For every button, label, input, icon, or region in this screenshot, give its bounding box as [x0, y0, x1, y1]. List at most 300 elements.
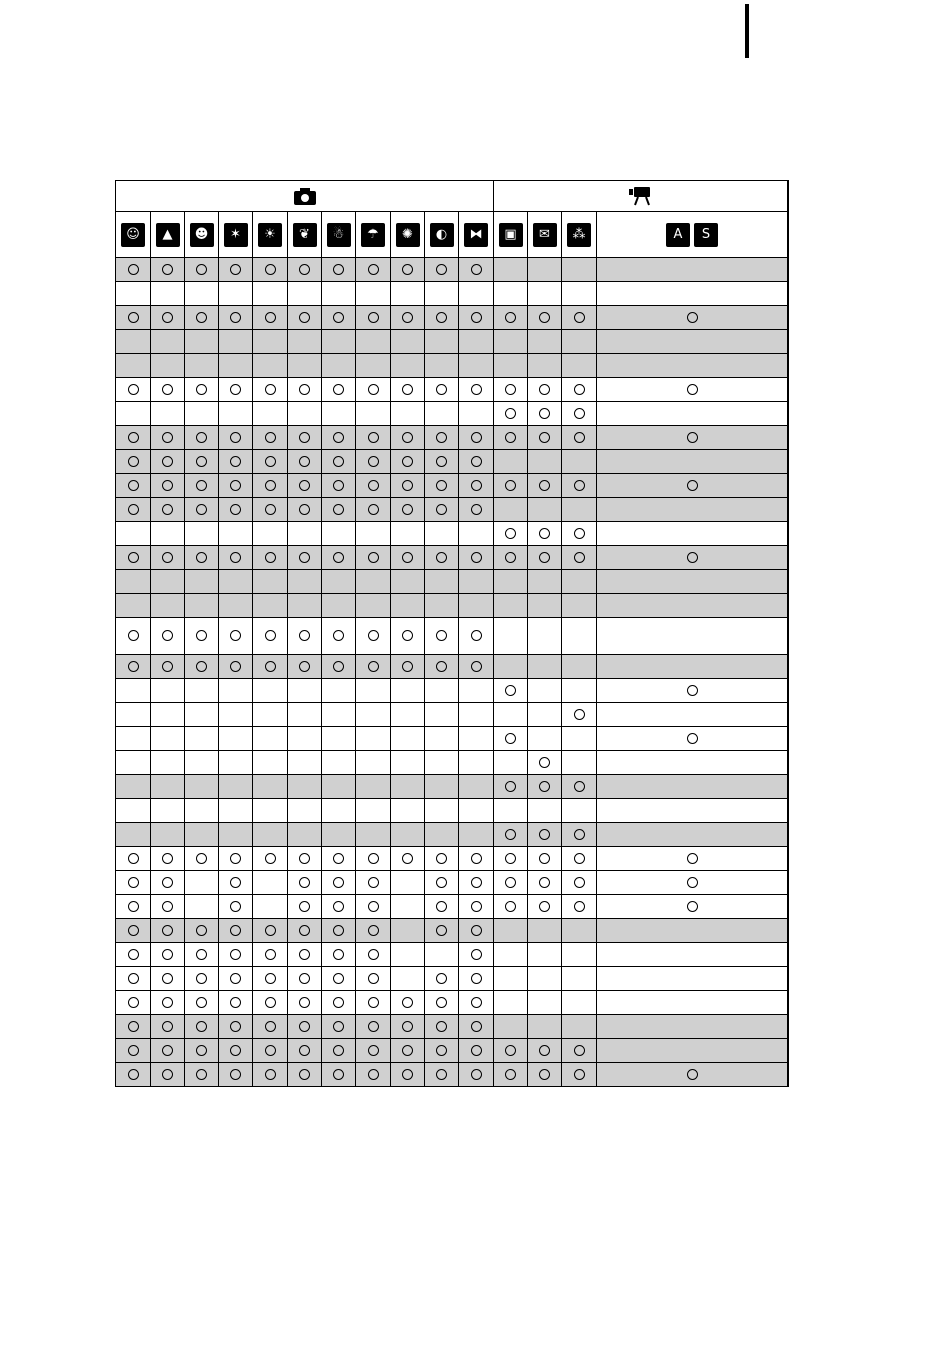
- mode-cell: [597, 703, 788, 727]
- mode-header-cell: [253, 212, 288, 258]
- availability-mark: [539, 432, 550, 443]
- mode-cell: [391, 354, 425, 378]
- mode-cell: [219, 282, 253, 306]
- mode-cell: [391, 823, 425, 847]
- availability-mark: [368, 312, 379, 323]
- availability-mark: [687, 853, 698, 864]
- mode-cell: [459, 450, 494, 474]
- mode-cell: [356, 871, 391, 895]
- mode-cell: [425, 871, 459, 895]
- availability-mark: [162, 630, 173, 641]
- foliage-icon: ❦: [293, 223, 317, 247]
- mode-cell: [597, 799, 788, 823]
- mode-header-cell: [219, 212, 253, 258]
- row-description-cell: [788, 546, 789, 618]
- mode-cell: [356, 594, 391, 618]
- mode-cell: [425, 522, 459, 546]
- availability-mark: [299, 312, 310, 323]
- mode-cell: [253, 306, 288, 330]
- mode-cell: [322, 426, 356, 450]
- mode-cell: [356, 282, 391, 306]
- mode-cell: [597, 943, 788, 967]
- mode-cell: [151, 1063, 185, 1087]
- availability-mark: [539, 781, 550, 792]
- mode-cell: [253, 1039, 288, 1063]
- mode-cell: [562, 378, 597, 402]
- mode-cell: [459, 823, 494, 847]
- table-row: [116, 450, 789, 474]
- mode-cell: [322, 751, 356, 775]
- availability-mark: [574, 1069, 585, 1080]
- mode-cell: [528, 799, 562, 823]
- mode-cell: [562, 618, 597, 655]
- availability-mark: [333, 312, 344, 323]
- mode-cell: [597, 450, 788, 474]
- mode-cell: [253, 450, 288, 474]
- mode-cell: [288, 751, 322, 775]
- availability-mark: [128, 877, 139, 888]
- mode-cell: [253, 727, 288, 751]
- availability-mark: [299, 1069, 310, 1080]
- mode-cell: [322, 847, 356, 871]
- mode-cell: [219, 775, 253, 799]
- mode-cell: [528, 426, 562, 450]
- table-row: [116, 354, 789, 378]
- mode-cell: [116, 306, 151, 330]
- row-description-cell: [788, 775, 789, 799]
- mode-cell: [562, 402, 597, 426]
- mode-cell: [494, 498, 528, 522]
- mode-header-cell: [562, 212, 597, 258]
- mode-cell: [494, 378, 528, 402]
- mode-cell: [185, 871, 219, 895]
- availability-mark: [505, 781, 516, 792]
- availability-mark: [230, 432, 241, 443]
- mode-cell: [185, 474, 219, 498]
- mode-cell: [185, 847, 219, 871]
- availability-mark: [299, 1021, 310, 1032]
- mode-cell: [322, 871, 356, 895]
- mode-cell: [253, 967, 288, 991]
- mode-cell: [391, 919, 425, 943]
- mode-cell: [356, 1063, 391, 1087]
- mode-cell: [288, 847, 322, 871]
- mode-cell: [356, 402, 391, 426]
- availability-mark: [436, 384, 447, 395]
- mode-cell: [116, 823, 151, 847]
- mode-cell: [562, 967, 597, 991]
- mode-cell: [151, 991, 185, 1015]
- mode-cell: [185, 991, 219, 1015]
- mode-cell: [597, 378, 788, 402]
- availability-mark: [436, 312, 447, 323]
- mode-cell: [494, 522, 528, 546]
- mode-cell: [356, 354, 391, 378]
- mode-cell: [494, 594, 528, 618]
- table-row: [116, 823, 789, 847]
- mode-cell: [322, 823, 356, 847]
- table-row: [116, 570, 789, 594]
- mode-cell: [288, 618, 322, 655]
- mode-cell: [288, 474, 322, 498]
- mode-cell: [597, 823, 788, 847]
- availability-mark: [162, 877, 173, 888]
- availability-mark: [368, 661, 379, 672]
- mode-cell: [219, 618, 253, 655]
- availability-mark: [471, 877, 482, 888]
- availability-mark: [402, 480, 413, 491]
- movie-color-swap-icon: S: [694, 223, 718, 247]
- table-row: [116, 330, 789, 354]
- mode-cell: [322, 1063, 356, 1087]
- availability-mark: [471, 853, 482, 864]
- mode-cell: [185, 594, 219, 618]
- mode-cell: [562, 570, 597, 594]
- mode-cell: [597, 330, 788, 354]
- availability-mark: [230, 925, 241, 936]
- mode-header-cell: [425, 212, 459, 258]
- mode-cell: [219, 474, 253, 498]
- mode-cell: [597, 1063, 788, 1087]
- mode-cell: [459, 546, 494, 570]
- table-row: [116, 522, 789, 546]
- availability-mark: [368, 456, 379, 467]
- mode-cell: [151, 799, 185, 823]
- availability-mark: [505, 829, 516, 840]
- availability-mark: [687, 384, 698, 395]
- availability-mark: [196, 552, 207, 563]
- mode-cell: [528, 919, 562, 943]
- mode-cell: [253, 775, 288, 799]
- table-row: [116, 655, 789, 679]
- availability-mark: [471, 432, 482, 443]
- mode-cell: [356, 799, 391, 823]
- availability-mark: [368, 1021, 379, 1032]
- mode-cell: [356, 679, 391, 703]
- mode-cell: [322, 402, 356, 426]
- sunset-icon: ☀: [258, 223, 282, 247]
- mode-cell: [459, 799, 494, 823]
- mode-cell: [597, 655, 788, 679]
- mode-cell: [494, 775, 528, 799]
- availability-mark: [574, 312, 585, 323]
- mode-cell: [459, 775, 494, 799]
- mode-cell: [494, 679, 528, 703]
- availability-mark: [471, 552, 482, 563]
- availability-mark: [162, 973, 173, 984]
- mode-cell: [253, 402, 288, 426]
- mode-cell: [494, 871, 528, 895]
- mode-cell: [425, 775, 459, 799]
- mode-cell: [322, 991, 356, 1015]
- availability-mark: [402, 552, 413, 563]
- mode-cell: [151, 679, 185, 703]
- availability-mark: [436, 456, 447, 467]
- availability-mark: [162, 997, 173, 1008]
- mode-cell: [151, 703, 185, 727]
- mode-cell: [391, 943, 425, 967]
- availability-mark: [539, 312, 550, 323]
- mode-cell: [219, 751, 253, 775]
- mode-cell: [322, 570, 356, 594]
- availability-mark: [196, 384, 207, 395]
- mode-cell: [597, 847, 788, 871]
- mode-cell: [562, 703, 597, 727]
- mode-cell: [562, 871, 597, 895]
- mode-cell: [597, 679, 788, 703]
- availability-mark: [402, 264, 413, 275]
- mode-header-cell: [116, 212, 151, 258]
- mode-cell: [494, 895, 528, 919]
- row-description-cell: [788, 306, 789, 378]
- availability-mark: [128, 1045, 139, 1056]
- mode-cell: [151, 282, 185, 306]
- table-row: [116, 919, 789, 943]
- row-description-cell: [788, 522, 789, 546]
- availability-mark: [574, 877, 585, 888]
- mode-cell: [253, 703, 288, 727]
- availability-mark: [162, 432, 173, 443]
- mode-cell: [494, 655, 528, 679]
- mode-cell: [253, 354, 288, 378]
- mode-header-cell: [528, 212, 562, 258]
- mode-cell: [562, 258, 597, 282]
- mode-cell: [356, 450, 391, 474]
- mode-cell: [459, 895, 494, 919]
- mode-cell: [288, 1063, 322, 1087]
- mode-cell: [597, 1015, 788, 1039]
- availability-mark: [196, 853, 207, 864]
- mode-cell: [253, 330, 288, 354]
- mode-cell: [288, 282, 322, 306]
- mode-cell: [185, 570, 219, 594]
- mode-cell: [253, 546, 288, 570]
- mode-cell: [288, 306, 322, 330]
- mode-cell: [219, 895, 253, 919]
- mode-cell: [185, 775, 219, 799]
- mode-cell: [425, 258, 459, 282]
- row-description-cell: [788, 847, 789, 919]
- mode-cell: [288, 895, 322, 919]
- availability-mark: [196, 480, 207, 491]
- mode-cell: [562, 306, 597, 330]
- mode-cell: [322, 895, 356, 919]
- availability-mark: [333, 456, 344, 467]
- availability-mark: [574, 1045, 585, 1056]
- mode-cell: [116, 655, 151, 679]
- availability-mark: [368, 384, 379, 395]
- availability-mark: [333, 901, 344, 912]
- mode-header-cell: [391, 212, 425, 258]
- availability-mark: [539, 829, 550, 840]
- availability-mark: [505, 877, 516, 888]
- mode-cell: [253, 594, 288, 618]
- mode-cell: [151, 775, 185, 799]
- table-row: [116, 1039, 789, 1063]
- mode-cell: [253, 378, 288, 402]
- mode-cell: [528, 546, 562, 570]
- mode-cell: [219, 823, 253, 847]
- mode-cell: [528, 895, 562, 919]
- mode-cell: [528, 618, 562, 655]
- mode-cell: [151, 594, 185, 618]
- availability-mark: [687, 552, 698, 563]
- availability-mark: [539, 384, 550, 395]
- mode-cell: [151, 943, 185, 967]
- availability-mark: [505, 480, 516, 491]
- availability-mark: [333, 661, 344, 672]
- mode-cell: [288, 943, 322, 967]
- mode-cell: [562, 799, 597, 823]
- availability-mark: [333, 552, 344, 563]
- table-row: [116, 895, 789, 919]
- availability-mark: [539, 877, 550, 888]
- availability-mark: [230, 456, 241, 467]
- mode-cell: [288, 655, 322, 679]
- availability-mark: [230, 1021, 241, 1032]
- mode-cell: [425, 847, 459, 871]
- mode-cell: [116, 426, 151, 450]
- availability-mark: [128, 480, 139, 491]
- availability-mark: [436, 1069, 447, 1080]
- availability-mark: [333, 949, 344, 960]
- mode-cell: [562, 330, 597, 354]
- mode-cell: [459, 943, 494, 967]
- availability-mark: [196, 504, 207, 515]
- table-row: [116, 1015, 789, 1039]
- availability-mark: [265, 504, 276, 515]
- mode-header-cell: [597, 212, 788, 258]
- mode-cell: [391, 799, 425, 823]
- mode-cell: [597, 258, 788, 282]
- availability-mark: [265, 949, 276, 960]
- row-description-cell: [788, 943, 789, 1015]
- availability-mark: [368, 973, 379, 984]
- mode-cell: [494, 1015, 528, 1039]
- availability-mark: [368, 504, 379, 515]
- table-row: [116, 1063, 789, 1087]
- mode-cell: [288, 258, 322, 282]
- mode-cell: [528, 594, 562, 618]
- availability-mark: [230, 480, 241, 491]
- availability-mark: [368, 1045, 379, 1056]
- mode-cell: [185, 330, 219, 354]
- mode-cell: [391, 895, 425, 919]
- mode-cell: [528, 991, 562, 1015]
- mode-cell: [494, 282, 528, 306]
- mode-header-cell: [459, 212, 494, 258]
- mode-cell: [185, 1039, 219, 1063]
- mode-cell: [322, 282, 356, 306]
- mode-cell: [459, 306, 494, 330]
- mode-cell: [151, 450, 185, 474]
- availability-mark: [574, 853, 585, 864]
- mode-cell: [219, 426, 253, 450]
- mode-cell: [391, 594, 425, 618]
- mode-cell: [322, 775, 356, 799]
- mode-cell: [151, 378, 185, 402]
- mode-cell: [391, 775, 425, 799]
- mode-cell: [151, 967, 185, 991]
- mode-cell: [116, 991, 151, 1015]
- fireworks-icon: ✺: [396, 223, 420, 247]
- mode-cell: [562, 426, 597, 450]
- mode-cell: [597, 991, 788, 1015]
- mode-cell: [151, 823, 185, 847]
- availability-mark: [265, 1045, 276, 1056]
- availability-mark: [265, 384, 276, 395]
- mode-cell: [597, 618, 788, 655]
- availability-mark: [368, 264, 379, 275]
- mode-cell: [219, 498, 253, 522]
- availability-mark: [471, 630, 482, 641]
- mode-cell: [116, 450, 151, 474]
- mode-cell: [425, 402, 459, 426]
- availability-mark: [128, 432, 139, 443]
- availability-mark: [299, 432, 310, 443]
- mode-cell: [597, 570, 788, 594]
- mode-cell: [425, 378, 459, 402]
- availability-mark: [299, 552, 310, 563]
- mode-cell: [116, 679, 151, 703]
- mode-cell: [494, 991, 528, 1015]
- availability-mark: [436, 432, 447, 443]
- mode-cell: [116, 895, 151, 919]
- mode-cell: [494, 546, 528, 570]
- mode-cell: [253, 919, 288, 943]
- mode-cell: [219, 258, 253, 282]
- mode-cell: [116, 727, 151, 751]
- availability-mark: [471, 504, 482, 515]
- availability-mark: [299, 661, 310, 672]
- availability-mark: [436, 480, 447, 491]
- availability-mark: [299, 877, 310, 888]
- availability-mark: [505, 432, 516, 443]
- availability-mark: [265, 853, 276, 864]
- mode-header-cell: [151, 212, 185, 258]
- availability-mark: [128, 901, 139, 912]
- mode-cell: [116, 1039, 151, 1063]
- mode-cell: [185, 618, 219, 655]
- availability-mark: [539, 757, 550, 768]
- table-row: [116, 967, 789, 991]
- availability-mark: [333, 997, 344, 1008]
- mode-cell: [459, 498, 494, 522]
- availability-mark: [162, 1069, 173, 1080]
- mode-cell: [322, 594, 356, 618]
- mode-cell: [494, 426, 528, 450]
- availability-mark: [230, 901, 241, 912]
- availability-mark: [687, 733, 698, 744]
- availability-mark: [162, 1021, 173, 1032]
- mode-cell: [391, 991, 425, 1015]
- movie-color-accent-icon: A: [666, 223, 690, 247]
- availability-mark: [574, 781, 585, 792]
- availability-mark: [333, 853, 344, 864]
- availability-mark: [128, 384, 139, 395]
- mode-cell: [356, 426, 391, 450]
- mode-cell: [288, 727, 322, 751]
- availability-mark: [402, 1069, 413, 1080]
- mode-cell: [528, 1015, 562, 1039]
- availability-mark: [196, 925, 207, 936]
- availability-mark: [299, 853, 310, 864]
- mode-cell: [356, 703, 391, 727]
- availability-mark: [196, 1045, 207, 1056]
- mode-cell: [253, 895, 288, 919]
- mode-cell: [219, 943, 253, 967]
- mode-cell: [219, 354, 253, 378]
